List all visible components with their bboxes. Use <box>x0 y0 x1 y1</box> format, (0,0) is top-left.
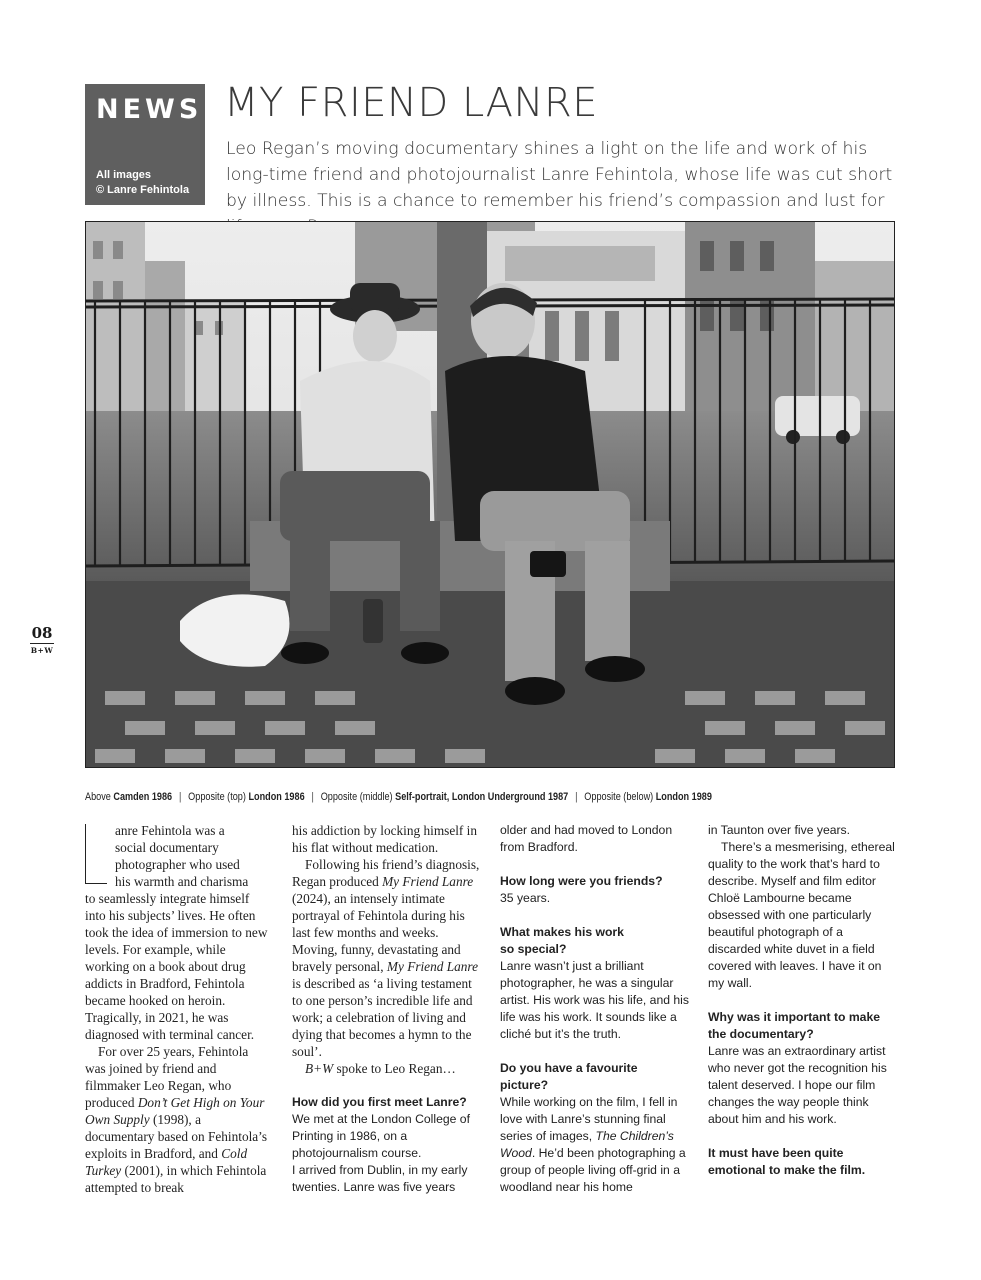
text: spoke to Leo Regan… <box>333 1061 456 1076</box>
answer: Lanre was an extraordinary artist who never got the recognition his talent deserved. I hope our film changes the way people think about him and his work. <box>708 1044 887 1126</box>
caption-separator: | <box>575 791 578 803</box>
text: While working on the film, I fell in love with Lanre’s stunning final series of images, <box>500 1095 678 1143</box>
film-title: Don’t Get High on Your Own Supply <box>85 1095 265 1127</box>
question: What makes his work so special? <box>500 925 624 956</box>
text: . He’d been photographing a group of people living off-grid in a woodland near his home <box>500 1146 686 1194</box>
text: (2024), an intensely intimate portrayal of Fehintola during his last few months and weeks. Moving, funny, devastating and bravely personal, <box>292 891 465 974</box>
caption-prefix: Above <box>85 791 114 803</box>
paragraph-text: to seamlessly integrate himself into his subjects’ lives. He often took the idea of immersion to new levels. For example, while working on a book about drug addicts in Bradford, Fehintola became hooked on heroin. Tragically, in 2021, he was diagnosed with terminal cancer. <box>85 891 268 1042</box>
caption-separator: | <box>311 791 314 803</box>
text: Following his friend’s diagnosis, Regan produced <box>292 857 480 889</box>
main-photograph <box>85 221 895 768</box>
answer: older and had moved to London from Bradford. <box>500 823 673 854</box>
answer: 35 years. <box>500 891 551 905</box>
film-title: My Friend Lanre <box>382 874 474 889</box>
credit-line-1: All images <box>96 169 152 181</box>
text: (1998), a documentary based on Fehintola’s exploits in Bradford, and <box>85 1112 268 1161</box>
paragraph: his addiction by locking himself in his flat without medication. <box>292 823 478 855</box>
question: It must have been quite emotional to make the film. <box>708 1146 866 1177</box>
credit-line-2: © Lanre Fehintola <box>96 184 190 196</box>
answer: in Taunton over five years. <box>708 823 851 837</box>
drop-line: social documentary <box>115 840 219 855</box>
page-folio <box>30 624 54 655</box>
paragraph <box>85 1043 271 1196</box>
question: How did you first meet Lanre? <box>292 1095 467 1109</box>
section-label: NEWS <box>96 94 203 125</box>
intro-paragraph <box>85 822 271 1043</box>
caption-title: Camden 1986 <box>113 791 173 803</box>
text: For over 25 years, Fehintola was joined by friend and filmmaker Leo Regan, who produced <box>85 1044 249 1110</box>
drop-line: photographer who used <box>115 857 240 872</box>
text: is described as ‘a living testament to one person’s incredible life and work; a celebration of living and dying that becomes a hymn to the soul’. <box>292 976 473 1059</box>
answer: There’s a mesmerising, ethereal quality to the work that’s hard to describe. Myself and film editor Chloë Lambourne became obsessed with one particularly beautiful photograph of a discarded white duvet in a field covered with leaves. I have it on my wall. <box>708 840 895 990</box>
standfirst: Leo Regan’s moving documentary shines a light on the life and work of his long-time friend and photojournalist Lanre Fehintola, whose life was cut short by illness. This is a chance to remember his friend’s compassion and lust for <box>226 139 893 211</box>
article-column-2 <box>292 822 482 1196</box>
question: Do you have a favourite picture? <box>500 1061 638 1092</box>
caption-prefix: Opposite (top) <box>188 791 249 803</box>
answer: I arrived from Dublin, in my early twenties. Lanre was five years <box>292 1163 468 1194</box>
magazine-name: B+W <box>305 1061 334 1076</box>
text: (2001), in which Fehintola attempted to break <box>85 1163 267 1195</box>
photo-caption <box>85 791 712 803</box>
article-column-1 <box>85 822 271 1196</box>
series-title: The Children’s Wood <box>500 1129 674 1160</box>
paragraph <box>292 856 482 1060</box>
question: Why was it important to make the documentary? <box>708 1010 881 1041</box>
caption-prefix: Opposite (below) <box>584 791 656 803</box>
section-label-box <box>85 84 205 205</box>
article-column-4 <box>708 822 898 1179</box>
article-column-3 <box>500 822 690 1196</box>
magazine-name: B+W <box>30 646 54 655</box>
caption-separator: | <box>178 791 182 803</box>
answer: We met at the London College of Printing in 1986, on a photojournalism course. <box>292 1112 470 1160</box>
caption-title: London 1989 <box>655 791 712 803</box>
page-title: MY FRIEND LANRE <box>224 80 599 126</box>
film-title: Cold Turkey <box>85 1146 248 1178</box>
caption-prefix: Opposite (middle) <box>320 791 396 803</box>
caption-title: Self-portrait, London Underground 1987 <box>395 791 569 803</box>
paragraph <box>292 1060 482 1077</box>
film-title: My Friend Lanre <box>386 959 478 974</box>
drop-line: anre Fehintola was a <box>115 823 225 838</box>
drop-line: his warmth and charisma <box>115 874 249 889</box>
image-credit <box>96 168 189 198</box>
drop-cap-frame <box>85 824 107 884</box>
page-number: 08 <box>31 624 53 642</box>
qa-block <box>292 1094 482 1196</box>
caption-title: London 1986 <box>248 791 305 803</box>
answer <box>500 1094 690 1196</box>
answer: Lanre wasn’t just a brilliant photographer, he was a singular artist. His work was his life, and his life was his work. It sounds like a cliché but it’s the truth. <box>500 959 689 1041</box>
question: How long were you friends? <box>500 874 663 888</box>
